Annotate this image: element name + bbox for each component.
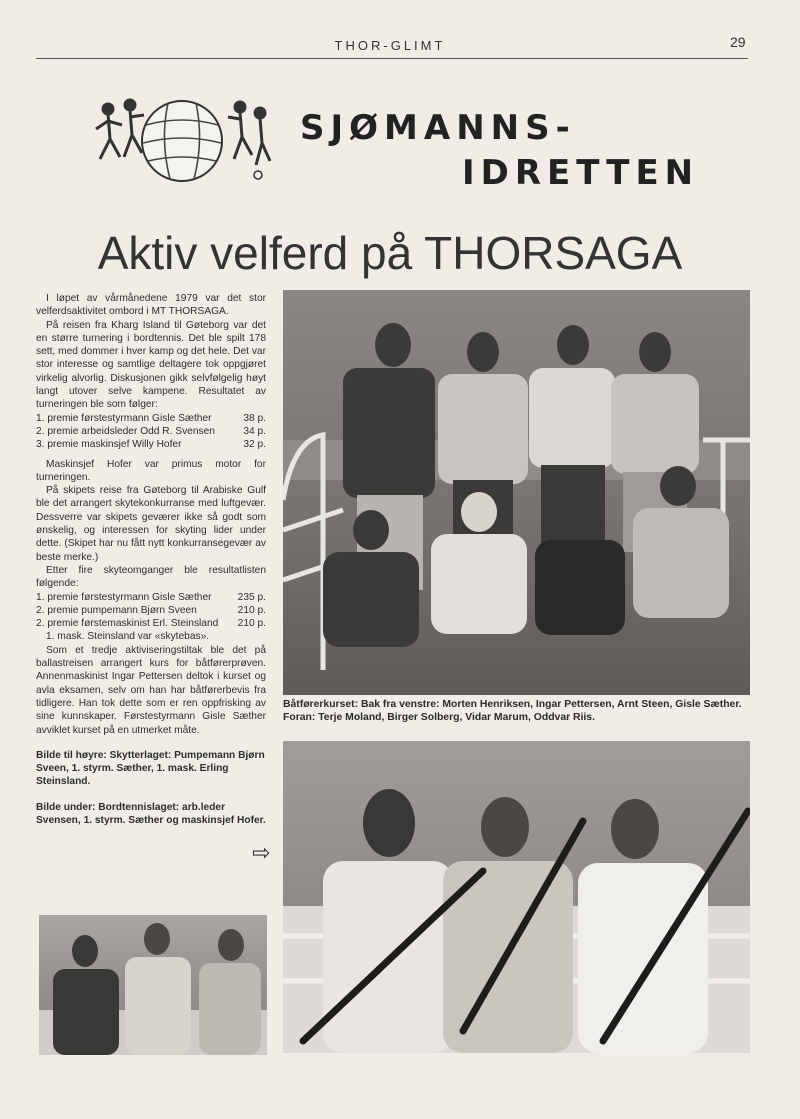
arrow-right-icon: ⇨ [252,840,271,865]
football-players-logo-icon [90,95,275,185]
results-list-table-tennis [36,412,266,452]
result-text: 2. premie arbeidsleder Odd R. Svensen [36,425,215,437]
result-note: 1. mask. Steinsland var «skytebas». [46,631,210,643]
page-header-title: THOR-GLIMT [334,38,446,53]
photo-boat-course-group [283,290,750,695]
article-body [36,292,266,827]
photo-note-below: Bilde under: Bordtennislaget: arb.leder Svensen, 1. styrm. Sæther og maskinsjef Hofer. [36,801,266,826]
page-title: Aktiv velferd på THORSAGA [97,227,683,279]
result-row [36,425,266,438]
article-paragraph: Maskinsjef Hofer var primus motor for turneringen. [36,458,266,483]
result-points: 235 p. [237,591,266,603]
result-text: 3. premie maskinsjef Willy Hofer [36,439,182,451]
masthead-line-2: IDRETTEN [462,153,700,193]
photo-note-right: Bilde til høyre: Skytterlaget: Pumpemann Bjørn Sveen, 1. styrm. Sæther, 1. mask. Erling Steinsland. [36,749,265,788]
result-row [36,617,266,630]
page-number: 29 [730,34,746,50]
article-paragraph: Som et tredje aktiviseringstiltak ble det på ballastreisen arrangert kurs for båtførerprøven. Annenmaskinist Ingar Pettersen deltok i kurset og avla eksamen, selv om han har båtførerbevis fra tidligere. Han tok dette som er ren oppfrisking av sine kunnskaper. Førstestyrmann Gisle Sæther avviklet kurset på en utmerket måte. [36,644,266,736]
result-row [36,438,266,451]
result-row [36,412,266,425]
results-list-shooting [36,591,266,644]
header-rule [36,58,748,59]
result-points: 210 p. [237,604,266,616]
result-text: 2. premie pumpemann Bjørn Sveen [36,604,197,616]
article-paragraph: Etter fire skyteomganger ble resultatlisten følgende: [36,564,266,590]
result-points: 38 p. [243,412,266,424]
article-paragraph: På skipets reise fra Gøteborg til Arabiske Gulf ble det arrangert skytekonkurranse med luftgevær. Dessverre var skipets geværer ikke så godt som ønskelig, og interessen for skyting lider under dette. (Skipet har nu fått nytt konkurransegevær av beste merke.) [36,485,266,563]
result-points: 210 p. [237,618,266,630]
result-text: 2. premie førstemaskinist Erl. Steinsland [36,618,219,630]
result-points: 34 p. [243,425,266,437]
result-row [36,604,266,617]
result-points: 32 p. [243,439,266,451]
photo-shooting-team [283,741,750,1053]
photo-table-tennis-team [39,915,267,1055]
result-text: 1. premie førstestyrmann Gisle Sæther [36,412,212,424]
result-row [36,591,266,604]
article-paragraph: I løpet av vårmånedene 1979 var det stor velferdsaktivitet ombord i MT THORSAGA. [36,293,266,318]
photo-caption: Båtførerkurset: Bak fra venstre: Morten Henriksen, Ingar Pettersen, Arnt Steen, Gisle Sæther. Foran: Terje Moland, Birger Solberg, Vidar Marum, Oddvar Riis. [283,699,742,723]
article-paragraph: På reisen fra Kharg Island til Gøteborg var det en større turnering i bordtennis. Det ble spilt 178 sett, med dommer i hver kamp og det hele. Det var stor interesse og samtlige deltagere tok oppgjøret virkelig alvorlig. Diskusjonen gikk selvfølgelig høyt langt utover selve kampene. Resultatet av turneringen ble som følger: [36,319,266,411]
masthead-line-1: SJØMANNS- [300,108,576,148]
result-text: 1. premie førstestyrmann Gisle Sæther [36,591,212,603]
